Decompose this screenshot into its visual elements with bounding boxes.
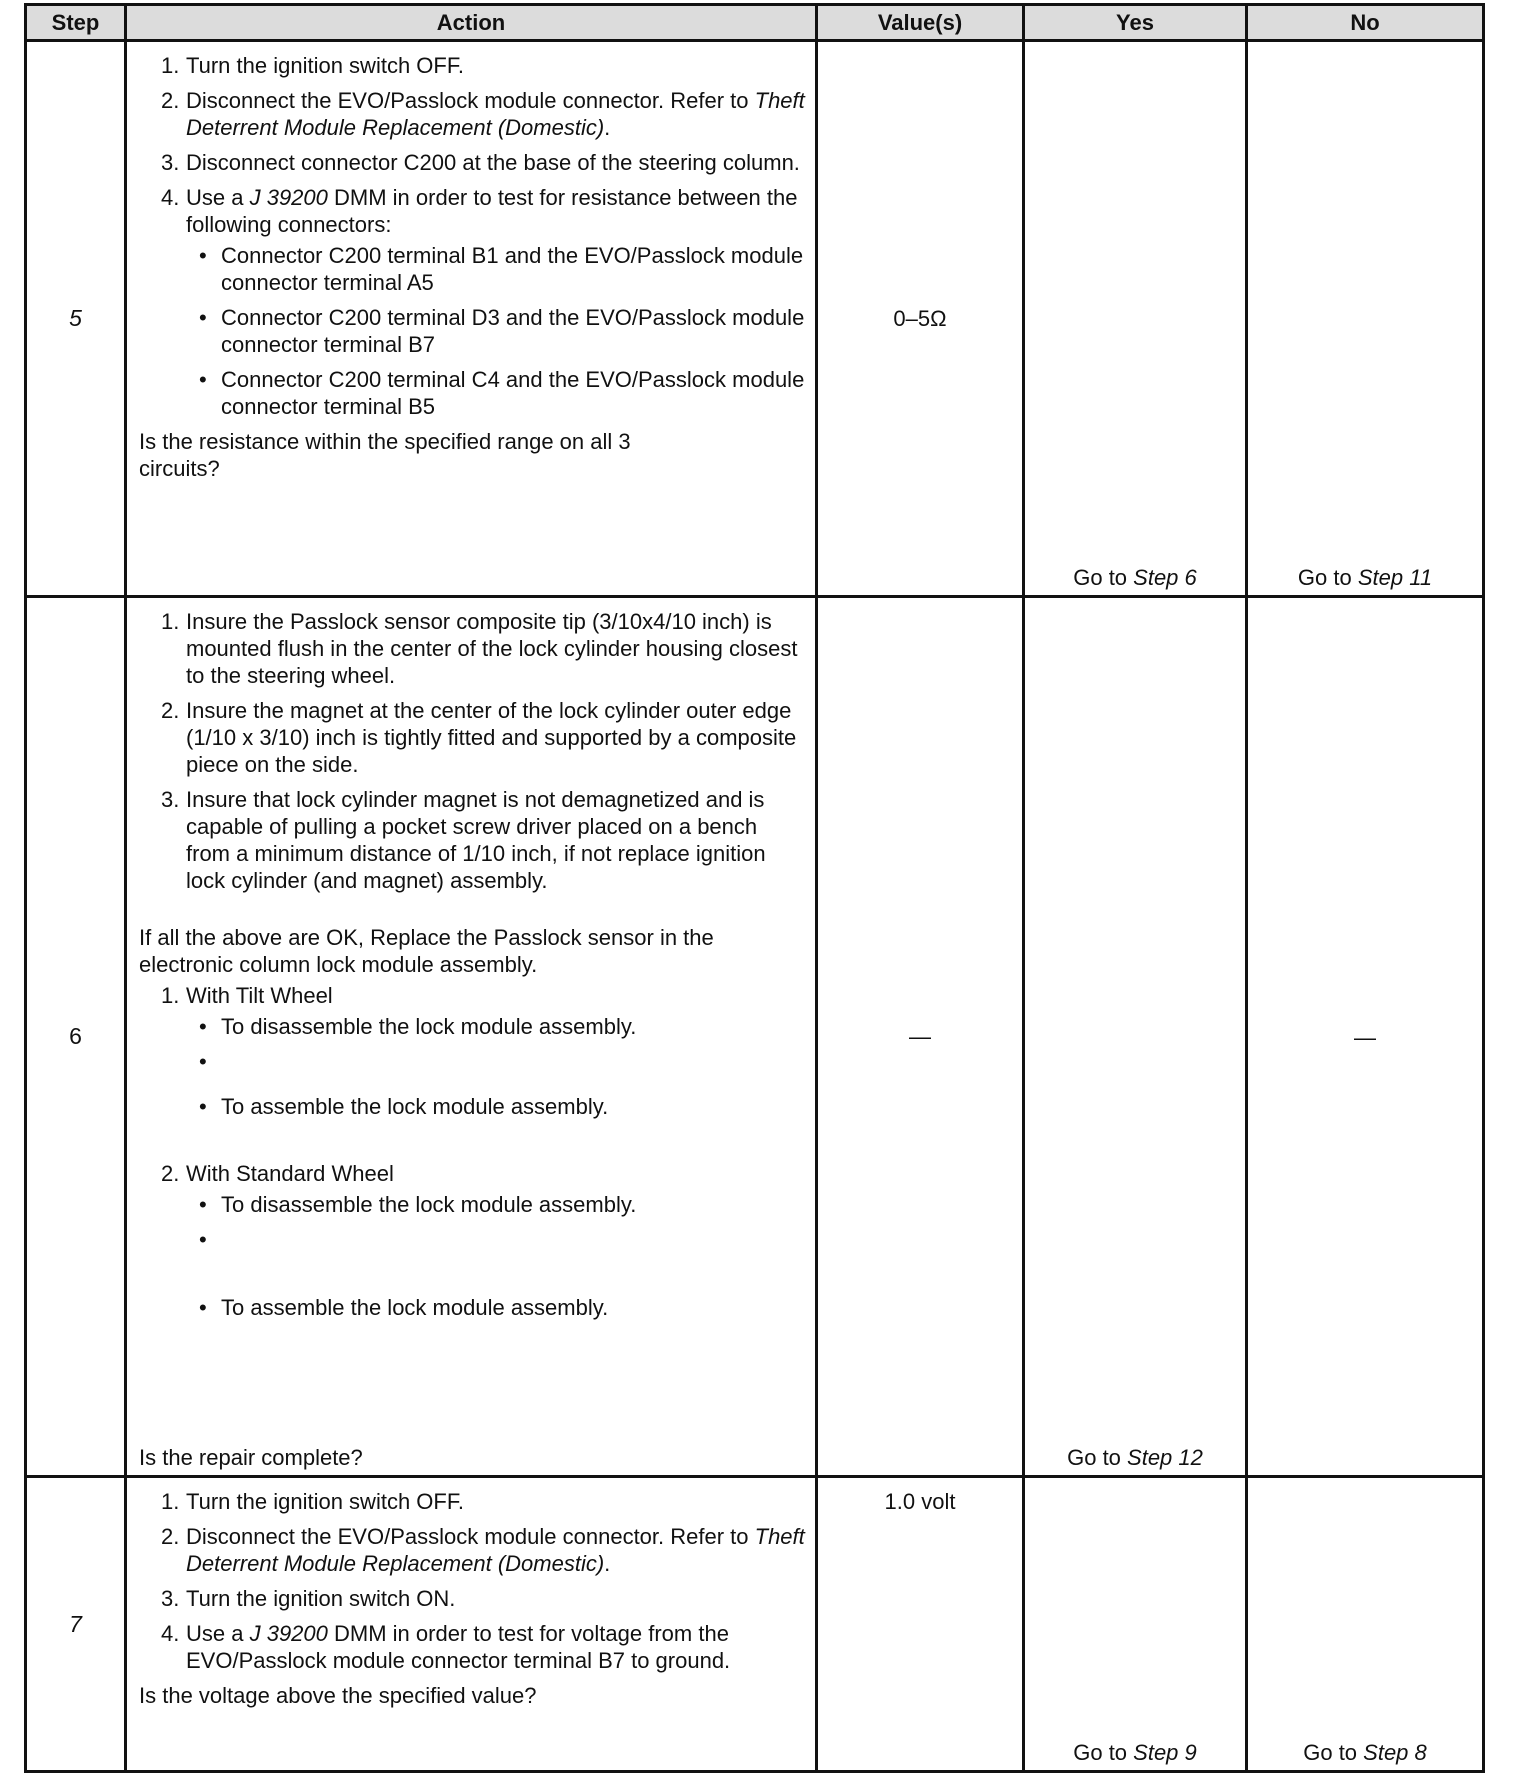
- table-row-step-7: [26, 1477, 1484, 1772]
- list-item: • To assemble the lock module assembly.: [186, 1093, 807, 1120]
- list-item: 3. Insure that lock cylinder magnet is not demagnetized and is capable of pulling a pocket screw driver placed on a bench from a minimum distance of 1/10 inch, if not replace ignition lock cylinder (and magnet) assembly.: [161, 787, 766, 893]
- list-item: • Connector C200 terminal D3 and the EVO/Passlock module connector terminal B7: [186, 304, 807, 358]
- list-item: 1. Turn the ignition switch OFF.: [161, 53, 464, 78]
- value-cell: —: [817, 597, 1024, 1477]
- reference-link: Theft Deterrent Module Replacement (Domestic): [186, 88, 805, 140]
- no-step-link: Step 8: [1363, 1740, 1427, 1765]
- yes-step-link: Step 9: [1133, 1740, 1197, 1765]
- step-number: 7: [26, 1477, 126, 1772]
- yes-cell: Go to Step 6: [1024, 41, 1247, 597]
- list-item: 2. Disconnect the EVO/Passlock module connector. Refer to Theft Deterrent Module Replacement (Domestic).: [161, 88, 805, 140]
- list-item: 1. With Tilt Wheel • To disassemble the lock module assembly. • • To assemble the lock module assembly.: [139, 982, 807, 1120]
- action-cell: [126, 1477, 817, 1772]
- list-item: • To disassemble the lock module assembly.: [186, 1013, 807, 1040]
- tool-reference: J 39200: [249, 1621, 328, 1646]
- action-cell: [126, 597, 817, 1477]
- list-item: 2. Disconnect the EVO/Passlock module connector. Refer to Theft Deterrent Module Replacement (Domestic).: [161, 1524, 805, 1576]
- no-cell: —: [1247, 597, 1484, 1477]
- action-cell: [126, 41, 817, 597]
- question-text: Is the resistance within the specified range on all 3 circuits?: [139, 429, 631, 481]
- list-item: • Connector C200 terminal C4 and the EVO/Passlock module connector terminal B5: [186, 366, 807, 420]
- action-steps: [139, 608, 807, 894]
- header-step: Step: [26, 5, 126, 41]
- header-yes: Yes: [1024, 5, 1247, 41]
- reference-link: Theft Deterrent Module Replacement (Domestic): [186, 1524, 805, 1576]
- table-row-step-5: [26, 41, 1484, 597]
- yes-step-link: Step 12: [1127, 1445, 1203, 1470]
- step-number: 6: [26, 597, 126, 1477]
- table-row-step-6: [26, 597, 1484, 1477]
- list-item: 4. Use a J 39200 DMM in order to test for resistance between the following connectors: • Connector C200 terminal B1 and the EVO/Passlock module connector terminal A5 • Connector C200 terminal D3 and the EVO/Passlock module connector terminal B7 • Connector C200 terminal C4 and the EVO/Passlock module connector terminal B5: [139, 184, 807, 420]
- value-cell: 1.0 volt: [817, 1477, 1024, 1772]
- list-item: • Connector C200 terminal B1 and the EVO/Passlock module connector terminal A5: [186, 242, 807, 296]
- header-action: Action: [126, 5, 817, 41]
- yes-step-link: Step 6: [1133, 565, 1197, 590]
- instruction-paragraph: If all the above are OK, Replace the Passlock sensor in the electronic column lock module assembly.: [139, 925, 714, 977]
- list-item: • To assemble the lock module assembly.: [186, 1294, 807, 1321]
- list-item: 1. Insure the Passlock sensor composite tip (3/10x4/10 inch) is mounted flush in the center of the lock cylinder housing closest to the steering wheel.: [161, 609, 798, 688]
- question-text: Is the repair complete?: [139, 1445, 363, 1470]
- list-item: 3. Disconnect connector C200 at the base of the steering column.: [161, 150, 800, 175]
- list-item: 4. Use a J 39200 DMM in order to test for voltage from the EVO/Passlock module connector terminal B7 to ground.: [161, 1621, 731, 1673]
- tool-reference: J 39200: [249, 185, 328, 210]
- procedure-list: [139, 982, 807, 1321]
- list-item: 2. With Standard Wheel • To disassemble the lock module assembly. • • To assemble the lock module assembly.: [139, 1160, 807, 1321]
- header-values: Value(s): [817, 5, 1024, 41]
- connector-list: [186, 242, 807, 420]
- action-steps: [139, 52, 807, 420]
- no-cell: Go to Step 11: [1247, 41, 1484, 597]
- step-number: 5: [26, 41, 126, 597]
- list-item: • To disassemble the lock module assembly.: [186, 1191, 807, 1218]
- diagnostic-table: [24, 3, 1485, 1773]
- no-cell: Go to Step 8: [1247, 1477, 1484, 1772]
- question-text: Is the voltage above the specified value?: [139, 1683, 537, 1708]
- list-item: 3. Turn the ignition switch ON.: [161, 1586, 456, 1611]
- action-steps: [139, 1488, 807, 1674]
- no-step-link: Step 11: [1357, 565, 1433, 590]
- header-row: [26, 5, 1484, 41]
- value-cell: 0–5Ω: [817, 41, 1024, 597]
- list-item: 2. Insure the magnet at the center of the lock cylinder outer edge (1/10 x 3/10) inch is tightly fitted and supported by a composite piece on the side.: [161, 698, 797, 777]
- list-item: 1. Turn the ignition switch OFF.: [161, 1489, 464, 1514]
- yes-cell: Go to Step 12: [1024, 597, 1247, 1477]
- tilt-wheel-list: [186, 1013, 807, 1120]
- yes-cell: Go to Step 9: [1024, 1477, 1247, 1772]
- standard-wheel-list: [186, 1191, 807, 1321]
- header-no: No: [1247, 5, 1484, 41]
